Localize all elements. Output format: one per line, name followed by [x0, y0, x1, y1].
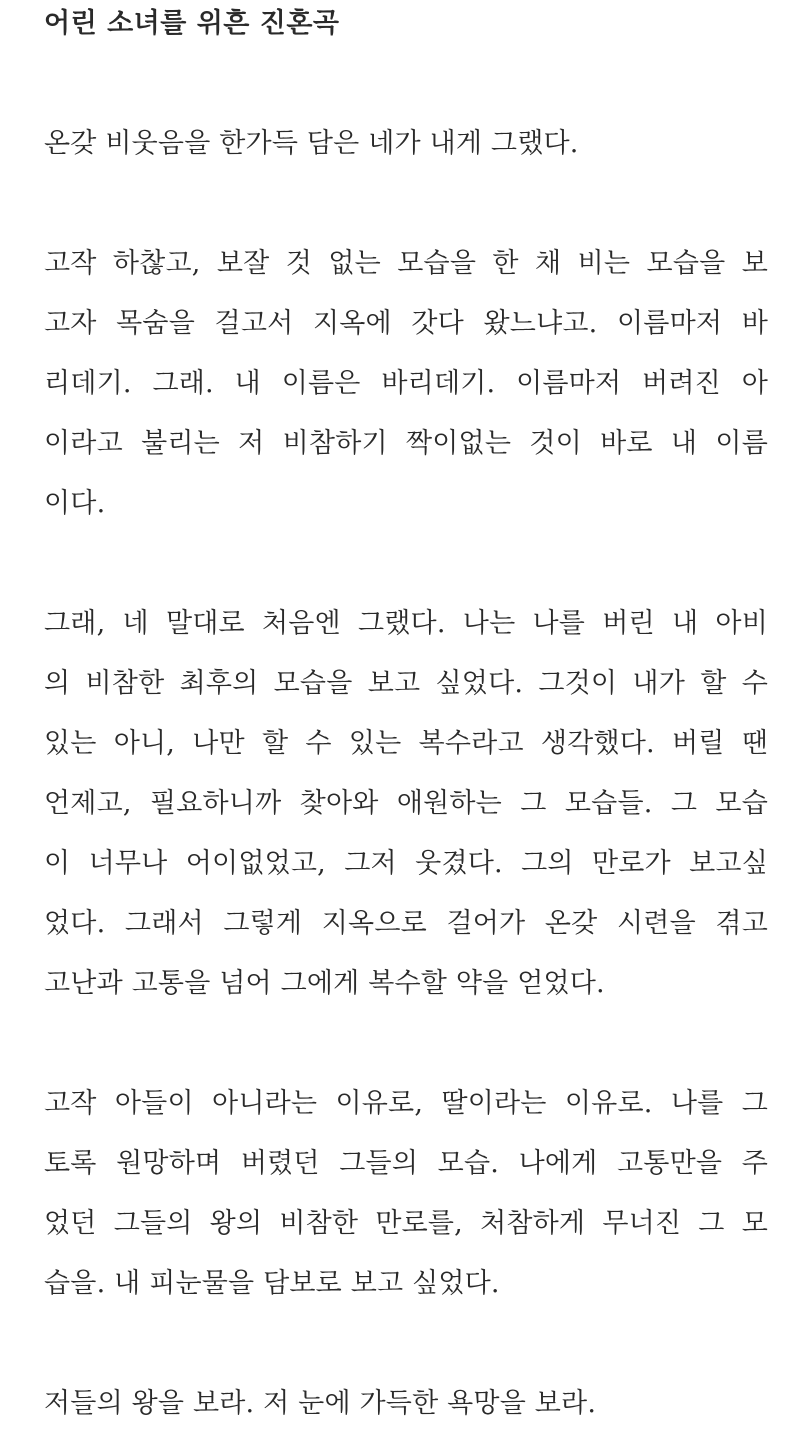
paragraph-line: 이 너무나 어이없었고, 그저 웃겼다. 그의 만로가 보고싶: [44, 848, 768, 879]
paragraph-line: 고난과 고통을 넘어 그에게 복수할 약을 얻었다.: [44, 968, 605, 999]
paragraph-line: 있는 아니, 나만 할 수 있는 복수라고 생각했다. 버릴 땐: [44, 728, 768, 759]
paragraph-line: 고자 목숨을 걸고서 지옥에 갓다 왔느냐고. 이름마저 바: [44, 308, 768, 339]
paragraph-line: 저들의 왕을 보라. 저 눈에 가득한 욕망을 보라.: [44, 1388, 597, 1419]
paragraph-5: [44, 1374, 768, 1434]
paragraph-line: 이다.: [44, 488, 106, 519]
paragraph-line: 고작 하찮고, 보잘 것 없는 모습을 한 채 비는 모습을 보: [44, 248, 768, 279]
paragraph-2: [44, 234, 768, 534]
paragraph-line: 고작 아들이 아니라는 이유로, 딸이라는 이유로. 나를 그: [44, 1088, 768, 1119]
paragraph-line: 그래, 네 말대로 처음엔 그랬다. 나는 나를 버린 내 아비: [44, 608, 768, 639]
paragraph-line: 의 비참한 최후의 모습을 보고 싶었다. 그것이 내가 할 수: [44, 668, 768, 699]
paragraph-4: [44, 1074, 768, 1314]
paragraph-line: 습을. 내 피눈물을 담보로 보고 싶었다.: [44, 1268, 500, 1299]
paragraph-line: 이라고 불리는 저 비참하기 짝이없는 것이 바로 내 이름: [44, 428, 768, 459]
paragraph-line: 토록 원망하며 버렸던 그들의 모습. 나에게 고통만을 주: [44, 1148, 768, 1179]
post-title: 어린 소녀를 위흔 진혼곡: [44, 8, 340, 39]
paragraph-1: [44, 114, 768, 174]
paragraph-line: 온갖 비웃음을 한가득 담은 네가 내게 그랬다.: [44, 128, 579, 159]
paragraph-line: 었던 그들의 왕의 비참한 만로를, 처참하게 무너진 그 모: [44, 1208, 768, 1239]
paragraph-line: 언제고, 필요하니까 찾아와 애원하는 그 모습들. 그 모습: [44, 788, 768, 819]
paragraph-3: [44, 594, 768, 1014]
paragraph-line: 었다. 그래서 그렇게 지옥으로 걸어가 온갖 시련을 겪고: [44, 908, 768, 939]
paragraph-line: 리데기. 그래. 내 이름은 바리데기. 이름마저 버려진 아: [44, 368, 768, 399]
